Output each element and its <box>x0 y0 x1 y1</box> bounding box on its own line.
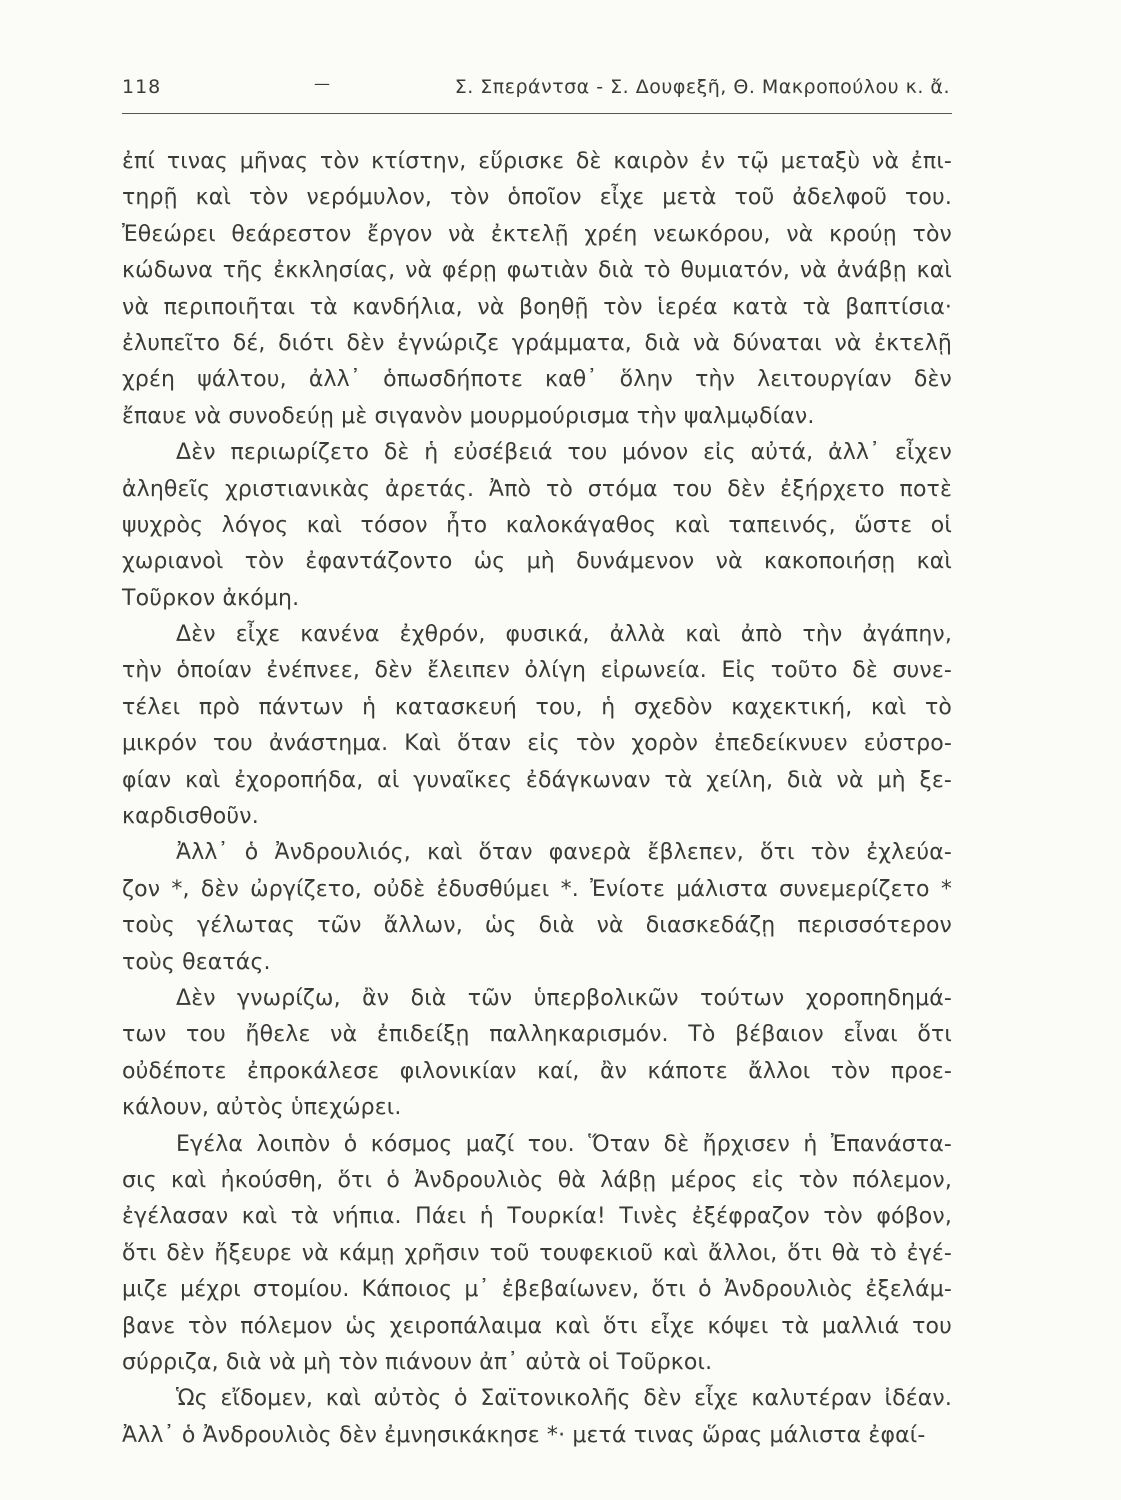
text-line: χρέη ψάλτου, ἀλλ᾽ ὁπωσδήποτε καθ᾽ ὅλην τὴν λειτουργίαν δὲν <box>122 367 952 393</box>
text-line: ἐγέλασαν καὶ τὰ νήπια. Πάει ἡ Τουρκία! Τινὲς ἐξέφραζον τὸν φόβον, <box>122 1204 952 1230</box>
text-line: ἀληθεῖς χριστιανικὰς ἀρετάς. Ἀπὸ τὸ στόμα του δὲν ἐξήρχετο ποτὲ <box>122 476 952 502</box>
text-line: Δὲν εἶχε κανένα ἐχθρόν, φυσικά, ἀλλὰ καὶ ἀπὸ τὴν ἀγάπην, <box>176 622 952 648</box>
text-line: καρδισθοῦν. <box>122 804 259 830</box>
paragraph <box>122 435 952 617</box>
text-line: Δὲν γνωρίζω, ἂν διὰ τῶν ὑπερβολικῶν τούτων χοροπηδημά- <box>176 985 952 1011</box>
text-line: Ὡς εἴδομεν, καὶ αὐτὸς ὁ Σαϊτονικολῆς δὲν εἶχε καλυτέραν ἰδέαν. <box>176 1386 952 1412</box>
text-line: τηρῇ καὶ τὸν νερόμυλον, τὸν ὁποῖον εἶχε μετὰ τοῦ ἀδελφοῦ του. <box>122 185 952 211</box>
text-line: ἐλυπεῖτο δέ, διότι δὲν ἐγνώριζε γράμματα, διὰ νὰ δύναται νὰ ἐκτελῇ <box>122 330 952 356</box>
text-line: των του ἤθελε νὰ ἐπιδείξῃ παλληκαρισμόν. Τὸ βέβαιον εἶναι ὅτι <box>122 1022 952 1048</box>
paragraph <box>122 1381 952 1454</box>
paragraph <box>122 981 952 1127</box>
text-line: ὅτι δὲν ἤξευρε νὰ κάμῃ χρῆσιν τοῦ τουφεκιοῦ καὶ ἄλλοι, ὅτι θὰ τὸ ἐγέ- <box>122 1240 952 1266</box>
text-line: ἐπί τινας μῆνας τὸν κτίστην, εὕρισκε δὲ καιρὸν ἐν τῷ μεταξὺ νὰ ἐπι- <box>122 149 952 174</box>
text-line: Τοῦρκον ἀκόμη. <box>122 585 300 611</box>
paragraph <box>122 835 952 981</box>
text-line: μικρόν του ἀνάστημα. Καὶ ὅταν εἰς τὸν χορὸν ἐπεδείκνυεν εὐστρο- <box>122 731 952 757</box>
header-rule <box>122 113 952 114</box>
page-number: 118 <box>122 76 162 98</box>
text-line: Εγέλα λοιπὸν ὁ κόσμος μαζί του. Ὅταν δὲ ἤρχισεν ἡ Ἐπανάστα- <box>176 1131 952 1157</box>
running-head: Σ. Σπεράντσα - Σ. Δουφεξῆ, Θ. Μακροπούλου κ. ἄ. <box>454 76 950 98</box>
text-line: Ἐθεώρει θεάρεστον ἔργον νὰ ἐκτελῇ χρέη νεωκόρου, νὰ κρούῃ τὸν <box>122 221 952 247</box>
paragraph <box>122 617 952 835</box>
text-line: τέλει πρὸ πάντων ἡ κατασκευή του, ἡ σχεδὸν καχεκτική, καὶ τὸ <box>122 694 952 720</box>
text-line: τοὺς θεατάς. <box>122 949 271 975</box>
text-line: Ἀλλ᾽ ὁ Ἀνδρουλιός, καὶ ὅταν φανερὰ ἔβλεπεν, ὅτι τὸν ἐχλεύα- <box>176 840 952 866</box>
text-line: κάλουν, αὐτὸς ὑπεχώρει. <box>122 1095 402 1121</box>
text-line: ζον *, δὲν ὠργίζετο, οὐδὲ ἐδυσθύμει *. Ἐνίοτε μάλιστα συνεμερίζετο * <box>122 876 952 902</box>
text-line: τὴν ὁποίαν ἐνέπνεε, δὲν ἔλειπεν ὀλίγη εἰρωνεία. Εἰς τοῦτο δὲ συνε- <box>122 658 952 684</box>
text-line: νὰ περιποιῆται τὰ κανδήλια, νὰ βοηθῇ τὸν ἱερέα κατὰ τὰ βαπτίσια· <box>122 294 952 320</box>
paragraph <box>122 144 952 435</box>
text-line: βανε τὸν πόλεμον ὡς χειροπάλαιμα καὶ ὅτι εἶχε κόψει τὰ μαλλιά του <box>122 1313 952 1339</box>
text-line: Δὲν περιωρίζετο δὲ ἡ εὐσέβειά του μόνον εἰς αὐτά, ἀλλ᾽ εἶχεν <box>176 440 952 466</box>
text-line: κώδωνα τῆς ἐκκλησίας, νὰ φέρῃ φωτιὰν διὰ τὸ θυμιατόν, νὰ ἀνάβῃ καὶ <box>122 258 952 284</box>
text-line: Ἀλλ᾽ ὁ Ἀνδρουλιὸς δὲν ἐμνησικάκησε *· μετά τινας ὥρας μάλιστα ἐφαί- <box>122 1422 926 1448</box>
body-text <box>122 144 952 1454</box>
page-header <box>122 72 950 102</box>
text-line: τοὺς γέλωτας τῶν ἄλλων, ὡς διὰ νὰ διασκεδάζῃ περισσότερον <box>122 913 952 939</box>
text-line: χωριανοὶ τὸν ἐφαντάζοντο ὡς μὴ δυνάμενον νὰ κακοποιήσῃ καὶ <box>122 549 952 575</box>
text-line: οὐδέποτε ἐπροκάλεσε φιλονικίαν καί, ἂν κάποτε ἄλλοι τὸν προε- <box>122 1058 952 1084</box>
text-line: σις καὶ ἠκούσθη, ὅτι ὁ Ἀνδρουλιὸς θὰ λάβῃ μέρος εἰς τὸν πόλεμον, <box>122 1167 952 1193</box>
header-dash: — <box>314 74 330 93</box>
text-line: ἔπαυε νὰ συνοδεύῃ μὲ σιγανὸν μουρμούρισμα τὴν ψαλμῳδίαν. <box>122 403 815 429</box>
text-line: μιζε μέχρι στομίου. Κάποιος μ᾽ ἐβεβαίωνεν, ὅτι ὁ Ἀνδρουλιὸς ἐξελάμ- <box>122 1277 952 1303</box>
text-line: φίαν καὶ ἐχοροπήδα, αἱ γυναῖκες ἐδάγκωναν τὰ χείλη, διὰ νὰ μὴ ξε- <box>122 767 952 793</box>
text-line: ψυχρὸς λόγος καὶ τόσον ἦτο καλοκάγαθος καὶ ταπεινός, ὥστε οἱ <box>122 512 952 538</box>
paragraph <box>122 1127 952 1382</box>
text-line: σύρριζα, διὰ νὰ μὴ τὸν πιάνουν ἀπ᾽ αὐτὰ οἱ Τοῦρκοι. <box>122 1349 713 1375</box>
